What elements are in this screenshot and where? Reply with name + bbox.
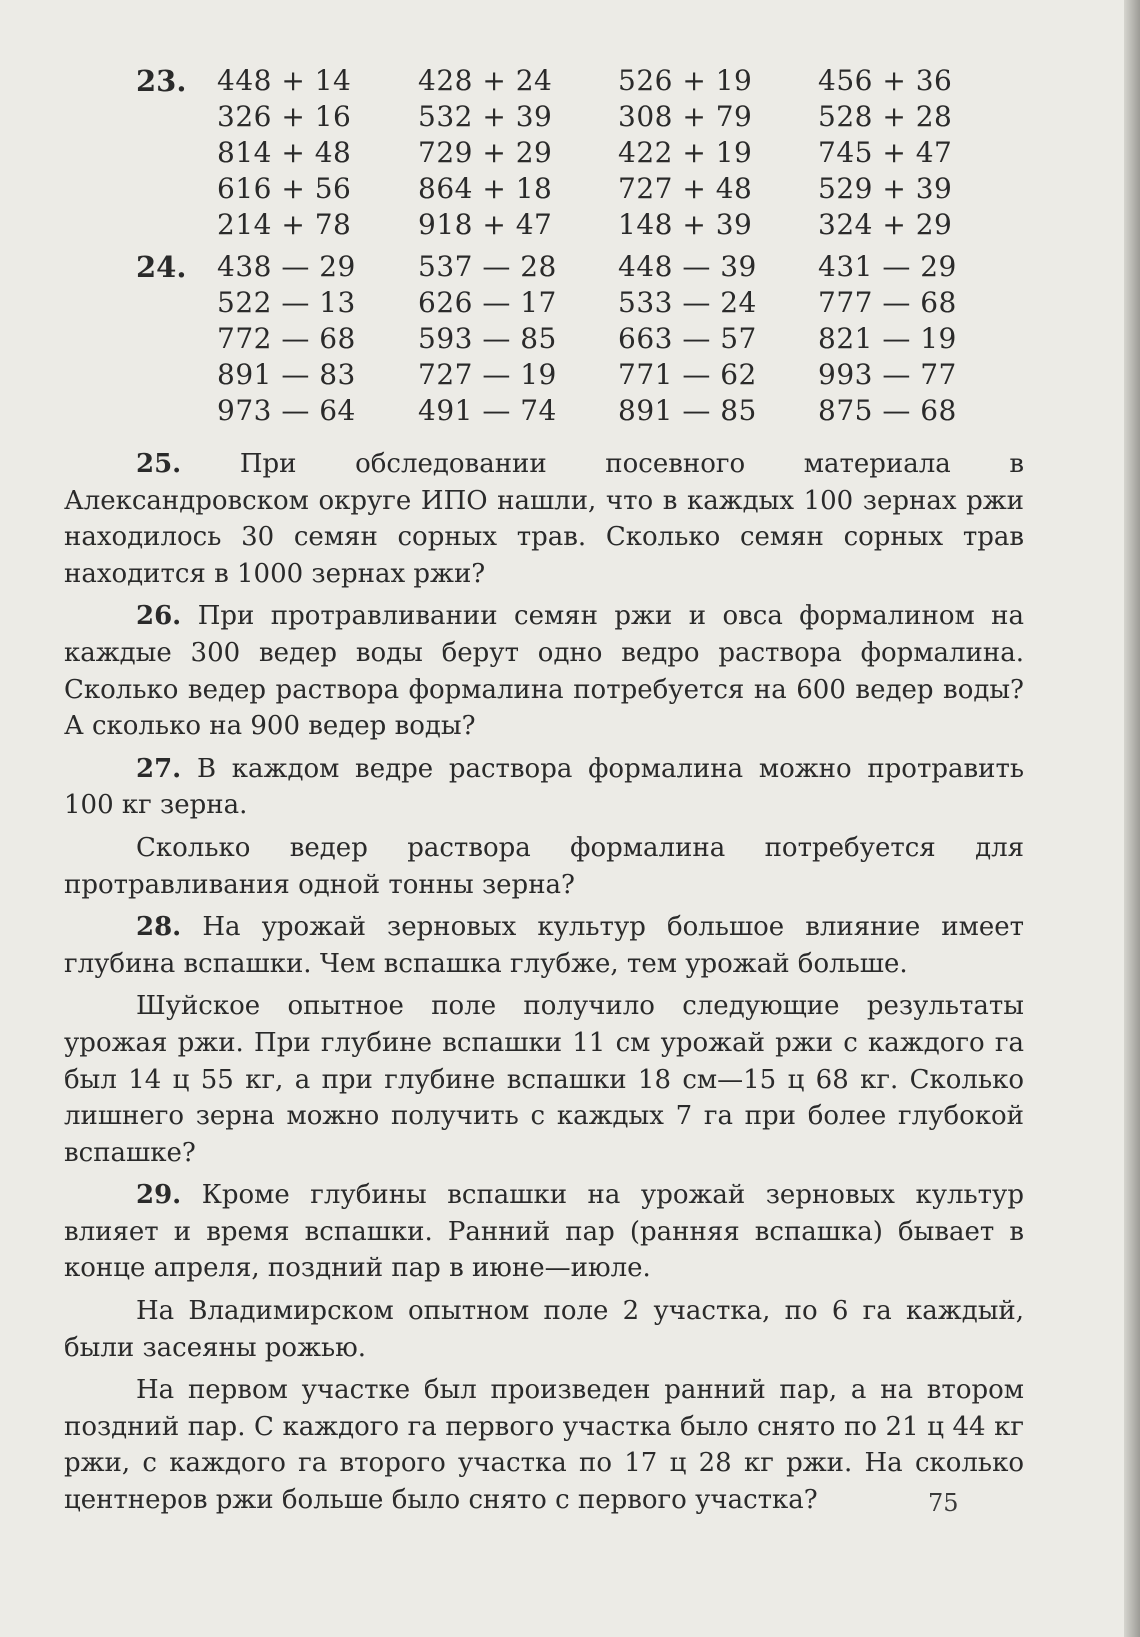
problem-cell: 821 — 19 (818, 322, 957, 355)
problem-text: При протравливании семян ржи и овса формалином на каждые 300 ведер воды берут одно ведро раствора формалина. Сколько ведер раствора формалина потребуется на 600 ведер воды? А сколько на 900 ведер воды? (64, 601, 1024, 742)
problem-cell: 438 — 29 (217, 250, 356, 283)
problem-text: На урожай зерновых культур большое влияние имеет глубина вспашки. Чем вспашка глубже, тем урожай больше. (64, 912, 1025, 979)
problem-cell: 214 + 78 (217, 208, 352, 241)
table-row (0, 208, 1140, 244)
problem-text: Шуйское опытное поле получило следующие результаты урожая ржи. При глубине вспашки 11 см урожай ржи с каждого га был 14 ц 55 кг, а при глубине вспашки 18 см—15 ц 68 кг. Сколько лишнего зерна можно получить с каждых 7 га при более глубокой вспашке? (64, 991, 1024, 1168)
problem-cell: 973 — 64 (217, 394, 356, 427)
problem-cell: 448 — 39 (618, 250, 757, 283)
table-row (0, 286, 1140, 322)
problem-text: Кроме глубины вспашки на урожай зерновых культур влияет и время вспашки. Ранний пар (ранняя вспашка) бывает в конце апреля, поздний пар в июне—июле. (64, 1180, 1024, 1284)
problem-number: 28. (136, 912, 182, 943)
problem-cell: 616 + 56 (217, 172, 352, 205)
problem-paragraph (64, 751, 1024, 824)
problem-cell: 326 + 16 (217, 100, 352, 133)
problem-text: В каждом ведре раствора формалина можно протравить 100 кг зерна. (64, 753, 1024, 821)
table-row (0, 136, 1140, 172)
problem-cell: 891 — 83 (217, 358, 356, 391)
problem-cell: 626 — 17 (418, 286, 557, 319)
problem-paragraph (64, 446, 1024, 592)
exercise-number: 23. (136, 64, 187, 98)
problem-cell: 308 + 79 (618, 100, 753, 133)
table-row (0, 322, 1140, 358)
exercise-number: 24. (136, 250, 187, 284)
problem-cell: 422 + 19 (618, 136, 753, 169)
problem-text: На Владимирском опытном поле 2 участка, по 6 га каждый, были засеяны рожью. (64, 1296, 1024, 1363)
problem-cell: 864 + 18 (418, 172, 553, 205)
table-row (0, 64, 1140, 100)
word-problems (64, 446, 1024, 1519)
problem-cell: 771 — 62 (618, 358, 757, 391)
problem-cell: 875 — 68 (818, 394, 957, 427)
problem-paragraph (64, 1293, 1024, 1366)
problem-cell: 593 — 85 (418, 322, 557, 355)
problem-paragraph (64, 598, 1024, 744)
problem-cell: 522 — 13 (217, 286, 356, 319)
problem-cell: 528 + 28 (818, 100, 953, 133)
problem-cell: 428 + 24 (418, 64, 553, 97)
problem-cell: 663 — 57 (618, 322, 757, 355)
problem-text: При обследовании посевного материала в Александровском округе ИПО нашли, что в каждых 100 зернах ржи находилось 30 семян сорных трав. Сколько семян сорных трав находится в 1000 зернах ржи? (64, 449, 1024, 589)
page-number: 75 (928, 1489, 959, 1517)
problem-cell: 891 — 85 (618, 394, 757, 427)
problem-cell: 993 — 77 (818, 358, 957, 391)
scan-edge (1124, 0, 1140, 1637)
problem-cell: 456 + 36 (818, 64, 953, 97)
problem-cell: 324 + 29 (818, 208, 953, 241)
problem-cell: 727 + 48 (618, 172, 753, 205)
problem-cell: 532 + 39 (418, 100, 553, 133)
problem-cell: 777 — 68 (818, 286, 957, 319)
problem-cell: 491 — 74 (418, 394, 557, 427)
problem-number: 29. (136, 1180, 182, 1211)
problem-number: 27. (136, 753, 182, 784)
table-row (0, 250, 1140, 286)
problem-paragraph (64, 1177, 1024, 1287)
problem-cell: 533 — 24 (618, 286, 757, 319)
problem-cell: 526 + 19 (618, 64, 753, 97)
table-row (0, 172, 1140, 208)
problem-cell: 448 + 14 (217, 64, 352, 97)
problem-cell: 772 — 68 (217, 322, 356, 355)
problem-cell: 745 + 47 (818, 136, 953, 169)
problem-text: Сколько ведер раствора формалина потребуется для протравливания одной тонны зерна? (64, 832, 1024, 900)
problem-cell: 431 — 29 (818, 250, 957, 283)
problem-paragraph (64, 909, 1024, 982)
problem-paragraph (64, 988, 1024, 1171)
problem-number: 26. (136, 601, 182, 632)
table-row (0, 394, 1140, 430)
problem-cell: 727 — 19 (418, 358, 557, 391)
problem-number: 25. (136, 449, 182, 479)
problem-cell: 918 + 47 (418, 208, 553, 241)
problem-cell: 529 + 39 (818, 172, 953, 205)
problem-paragraph (64, 1372, 1024, 1518)
problem-text: На первом участке был произведен ранний пар, а на втором поздний пар. С каждого га первого участка было снято по 21 ц 44 кг ржи, с каждого га второго участка по 17 ц 28 кг ржи. На сколько центнеров ржи больше было снято с первого участка? (64, 1375, 1024, 1516)
problem-cell: 814 + 48 (217, 136, 352, 169)
problem-paragraph (64, 830, 1024, 903)
problem-cell: 729 + 29 (418, 136, 553, 169)
table-row (0, 358, 1140, 394)
problem-cell: 537 — 28 (418, 250, 557, 283)
table-row (0, 100, 1140, 136)
problem-cell: 148 + 39 (618, 208, 753, 241)
